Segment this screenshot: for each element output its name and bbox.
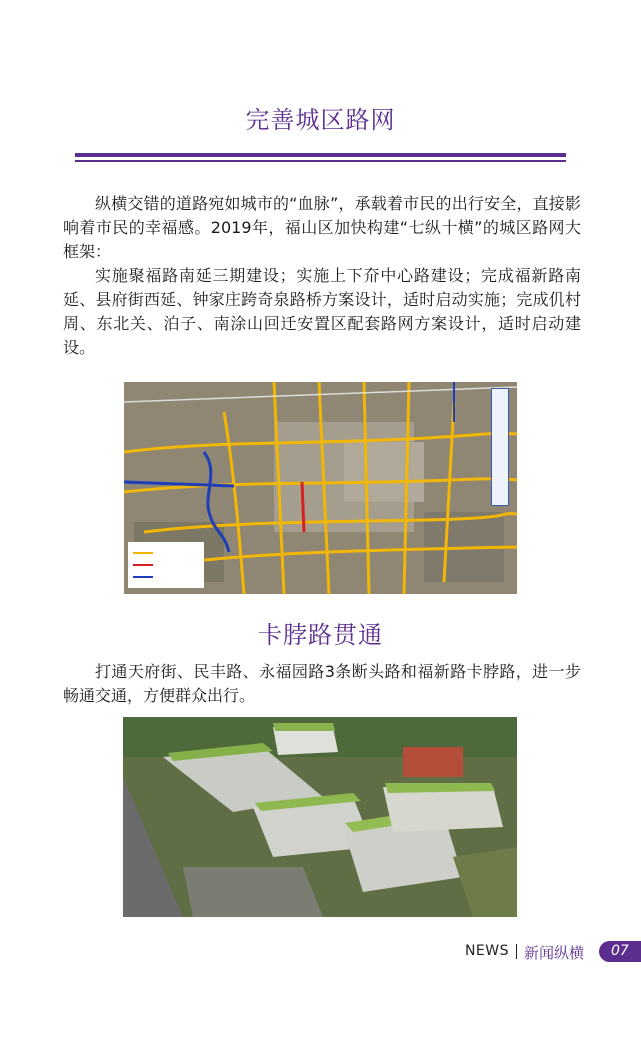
- rendering-illustration: [123, 717, 517, 917]
- footer-divider: [516, 944, 517, 959]
- map-legend: [128, 542, 204, 588]
- legend-swatch: [133, 552, 153, 554]
- section-title-bottleneck-roads: 卡脖路贯通: [258, 621, 383, 649]
- title-divider-thin: [75, 160, 566, 162]
- legend-swatch: [133, 576, 153, 578]
- paragraph: 实施聚福路南延三期建设；实施上下夼中心路建设；完成福新路南延、县府街西延、钟家庄跨奇泉路桥方案设计，适时启动实施；完成仉村周、东北关、泊子、南涂山回迁安置区配套路网方案设计，适时启动建设。: [63, 266, 581, 357]
- footer-brand-en: NEWS: [464, 943, 509, 959]
- title-divider: [75, 153, 566, 157]
- map-caption-strip: [491, 388, 509, 506]
- page-number-badge: 07: [599, 941, 641, 962]
- section-title-road-network: 完善城区路网: [245, 106, 396, 134]
- footer-brand-cn: 新闻纵横: [524, 944, 585, 962]
- paragraph: 纵横交错的道路宛如城市的“血脉”，承载着市民的出行安全，直接影响着市民的幸福感。2019年，福山区加快构建“七纵十横”的城区路网大框架：: [63, 194, 581, 261]
- legend-swatch: [133, 564, 153, 566]
- road-network-map-image: [124, 382, 517, 594]
- campus-aerial-rendering-image: [123, 717, 517, 917]
- paragraph: 打通天府街、民丰路、永福园路3条断头路和福新路卡脖路，进一步畅通交通，方便群众出行。: [63, 662, 581, 705]
- page-footer: [0, 941, 641, 963]
